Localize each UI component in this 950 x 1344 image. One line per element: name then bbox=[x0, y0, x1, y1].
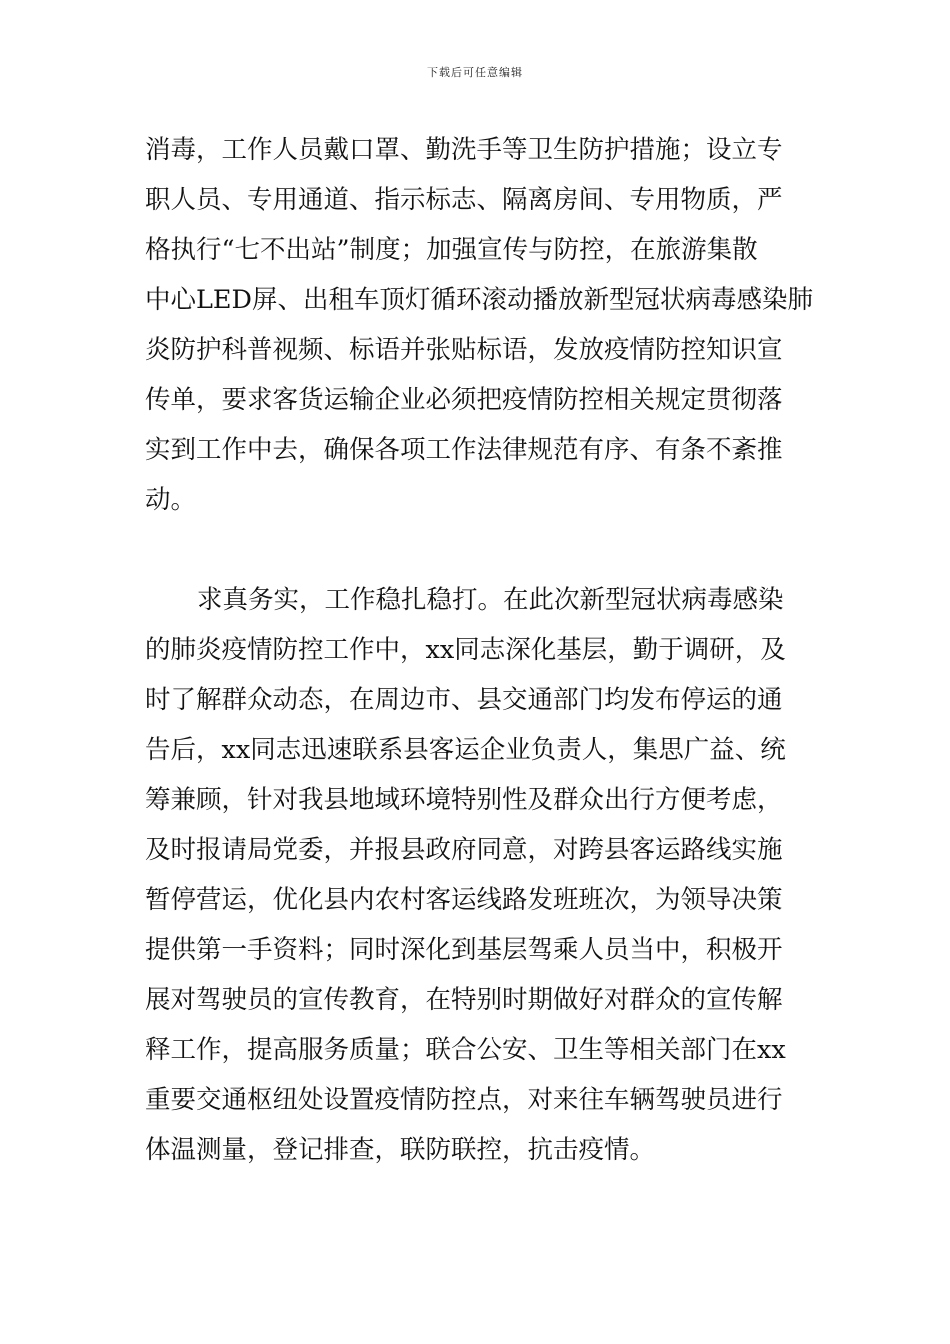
paragraph-line: 筹兼顾，针对我县地域环境特别性及群众出行方便考虑， bbox=[145, 785, 783, 815]
paragraph-line: 展对驾驶员的宣传教育，在特别时期做好对群众的宣传解 bbox=[145, 985, 783, 1015]
paragraph-line: 动。 bbox=[145, 485, 197, 515]
paragraph-line: 职人员、专用通道、指示标志、隔离房间、专用物质，严 bbox=[145, 185, 783, 215]
paragraph-line: 炎防护科普视频、标语并张贴标语，发放疫情防控知识宣 bbox=[145, 335, 783, 365]
paragraph-line: 提供第一手资料；同时深化到基层驾乘人员当中，积极开 bbox=[145, 935, 783, 965]
paragraph-line: 告后，xx同志迅速联系县客运企业负责人，集思广益、统 bbox=[145, 735, 786, 765]
paragraph-line: 时了解群众动态，在周边市、县交通部门均发布停运的通 bbox=[145, 685, 783, 715]
paragraph-line: 释工作，提高服务质量；联合公安、卫生等相关部门在xx bbox=[145, 1035, 786, 1065]
paragraph-line: 暂停营运，优化县内农村客运线路发班班次，为领导决策 bbox=[145, 885, 783, 915]
paragraph-line: 重要交通枢纽处设置疫情防控点，对来往车辆驾驶员进行 bbox=[145, 1085, 783, 1115]
paragraph-line: 实到工作中去，确保各项工作法律规范有序、有条不紊推 bbox=[145, 435, 783, 465]
paragraph-line: 求真务实，工作稳扎稳打。在此次新型冠状病毒感染 bbox=[197, 585, 784, 615]
paragraph-line: 格执行“七不出站”制度；加强宣传与防控，在旅游集散 bbox=[145, 235, 758, 265]
paragraph-line: 消毒，工作人员戴口罩、勤洗手等卫生防护措施；设立专 bbox=[145, 135, 783, 165]
page-header: 下载后可任意编辑 bbox=[427, 66, 523, 79]
paragraph-line: 的肺炎疫情防控工作中，xx同志深化基层，勤于调研，及 bbox=[145, 635, 786, 665]
paragraph-line: 体温测量，登记排查，联防联控，抗击疫情。 bbox=[145, 1135, 656, 1165]
paragraph-line: 传单，要求客货运输企业必须把疫情防控相关规定贯彻落 bbox=[145, 385, 783, 415]
paragraph-line: 及时报请局党委，并报县政府同意，对跨县客运路线实施 bbox=[145, 835, 783, 865]
paragraph-line: 中心LED屏、出租车顶灯循环滚动播放新型冠状病毒感染肺 bbox=[145, 285, 813, 315]
